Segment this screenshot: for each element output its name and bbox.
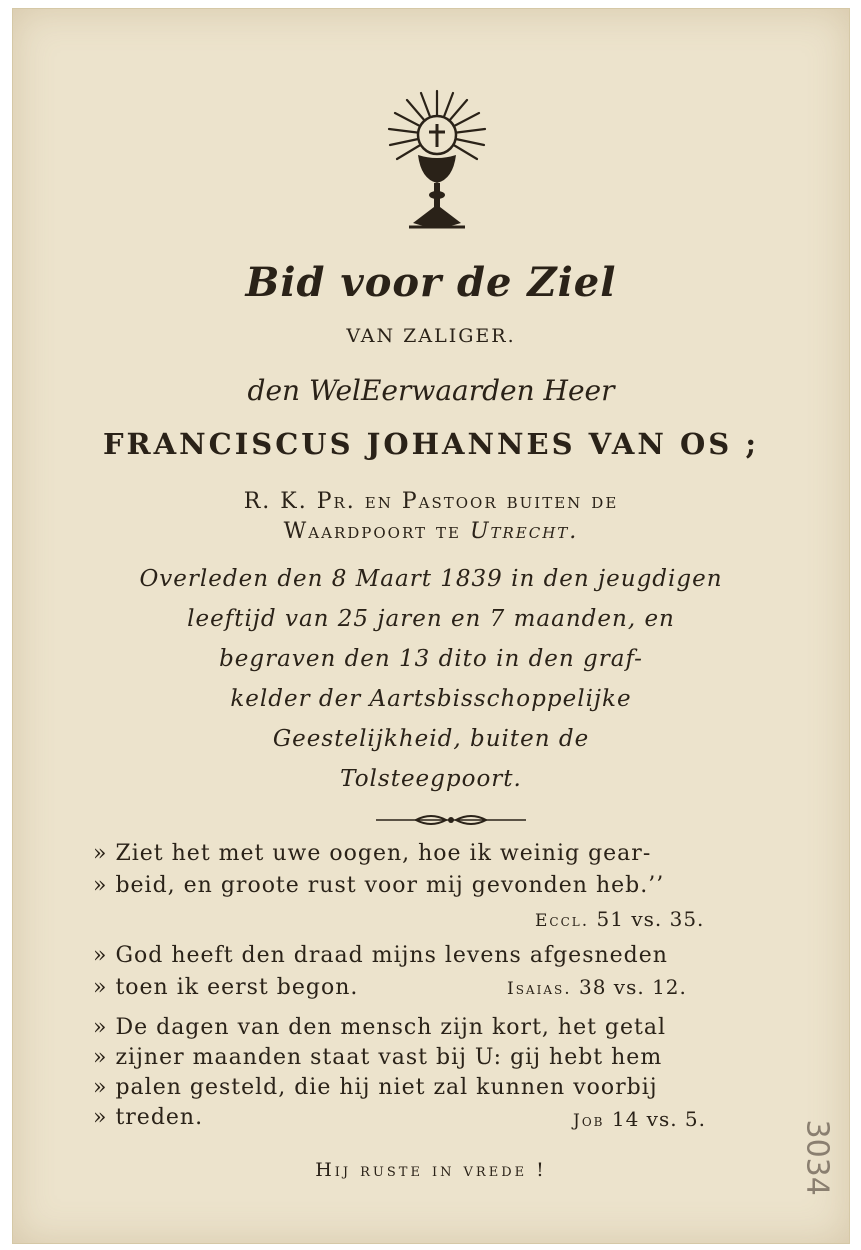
- office-city: Utrecht.: [469, 519, 579, 544]
- verse-1-line: » Ziet het met uwe oogen, hoe ik weinig gear-: [93, 841, 652, 866]
- office-line-2: [13, 519, 849, 544]
- verse-3-line: » palen gesteld, die hij niet zal kunnen voorbij: [93, 1075, 658, 1100]
- bio-line: Overleden den 8 Maart 1839 in den jeugdigen: [139, 566, 723, 592]
- verse-3-line: » treden.: [93, 1105, 204, 1130]
- bio-line: Geestelijkheid, buiten de: [272, 726, 590, 752]
- bio-line: Tolsteegpoort.: [340, 766, 522, 792]
- verse-2-reference: [507, 975, 687, 999]
- verse-2-ref: 38 vs. 12.: [579, 975, 687, 999]
- card-title: Bid voor de Ziel: [245, 259, 617, 306]
- verse-2-line: » toen ik eerst begon.: [93, 975, 359, 1000]
- card-subtitle: VAN ZALIGER.: [346, 325, 516, 347]
- verse-2-book: Isaias.: [507, 979, 572, 999]
- verse-1-line: » beid, en groote rust voor mij gevonden heb.’’: [93, 873, 665, 898]
- verse-3-ref: 14 vs. 5.: [611, 1107, 707, 1131]
- verse-3-reference: [573, 1107, 706, 1131]
- monstrance-chalice-icon: [385, 87, 489, 237]
- office-line-1: R. K. Pr. en Pastoor buiten de: [243, 489, 619, 514]
- verse-1-ref: 51 vs. 35.: [596, 907, 705, 931]
- verse-3-line: » zijner maanden staat vast bij U: gij hebt hem: [93, 1045, 663, 1070]
- verse-3-book: Job: [573, 1111, 605, 1131]
- closing-line: Hij ruste in vrede !: [315, 1159, 547, 1181]
- divider-ornament-icon: [376, 810, 526, 830]
- verse-3-line: » De dagen van den mensch zijn kort, het getal: [93, 1015, 667, 1040]
- inventory-number: 3034: [799, 1119, 835, 1196]
- deceased-name: FRANCISCUS JOHANNES VAN OS ;: [102, 427, 760, 461]
- verse-2-line: » God heeft den draad mijns levens afgesneden: [93, 943, 668, 968]
- prayer-card: [12, 8, 850, 1244]
- bio-line: kelder der Aartsbisschoppelijke: [230, 686, 632, 712]
- verse-1-reference: [535, 907, 704, 931]
- verse-1-book: Eccl.: [535, 911, 590, 931]
- bio-line: begraven den 13 dito in den graf-: [219, 646, 643, 672]
- office-line-2-text: Waardpoort te: [283, 519, 461, 544]
- bio-line: leeftijd van 25 jaren en 7 maanden, en: [187, 606, 675, 632]
- honorific: den WelEerwaarden Heer: [247, 374, 615, 407]
